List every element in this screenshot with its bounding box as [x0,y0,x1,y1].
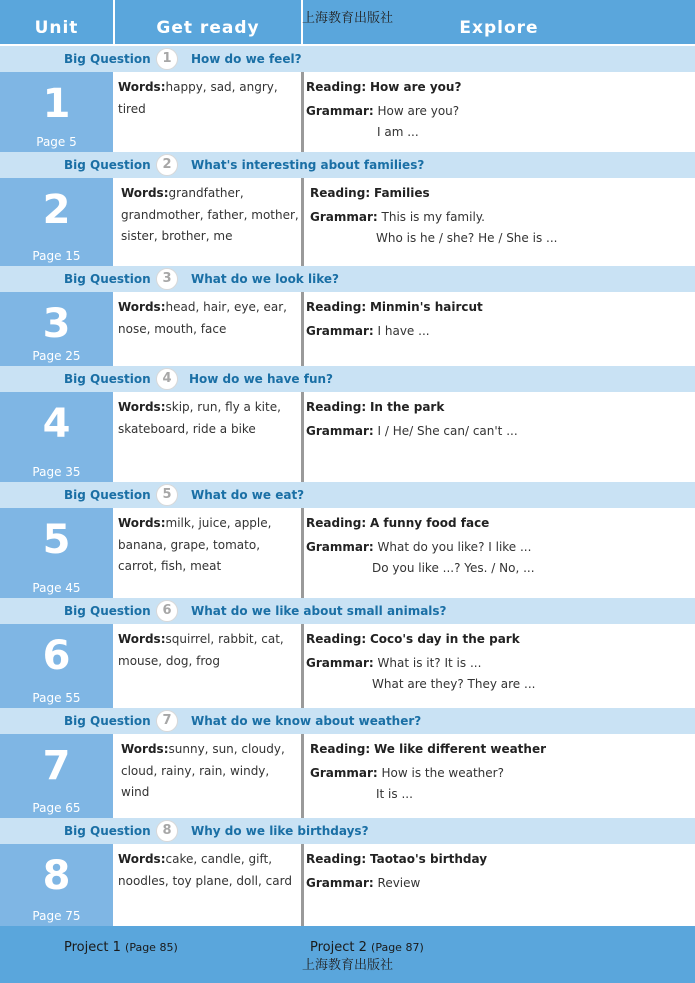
grammar-text: What do you like? I like ... [377,540,532,554]
unit-number-badge: 6 [156,600,178,622]
unit-cell [0,72,113,152]
unit-number: 6 [42,633,71,679]
big-question-band [0,598,695,624]
big-question-band [0,482,695,508]
unit-number: 1 [42,81,71,127]
reading-title: Families [373,186,430,200]
words-list: sunny, sun, cloudy, cloud, rainy, rain, windy, wind [121,742,285,799]
reading-title: We like different weather [373,742,547,756]
reading-title: A funny food face [369,516,490,530]
unit-page-link[interactable]: Page 75 [32,909,81,923]
big-question-label: Big Question [64,488,151,502]
words-label: Words: [118,80,166,94]
reading-line [306,397,518,418]
unit-page-link[interactable]: Page 15 [32,249,81,263]
reading-line [310,739,546,760]
unit-number: 7 [42,743,71,789]
reading-line [306,297,483,318]
words-list: happy, sad, angry, tired [118,80,278,116]
project-2-page: (Page 87) [371,941,424,954]
unit-number-badge: 4 [156,368,178,390]
explore-content [306,629,535,695]
big-question-text: What do we eat? [191,488,305,502]
explore-content [310,739,546,805]
big-question-label: Big Question [64,824,151,838]
explore-content [306,77,461,143]
column-divider [301,508,304,598]
words-label: Words: [118,852,166,866]
explore-content [306,397,518,442]
grammar-text: How are you? [377,104,460,118]
reading-line [306,629,535,650]
grammar-text: I have ... [377,324,430,338]
words-label: Words: [118,516,166,530]
unit-number-badge: 2 [156,154,178,176]
words-label: Words: [121,186,169,200]
unit-number: 2 [42,187,71,233]
big-question-text: What's interesting about families? [191,158,425,172]
unit-number: 4 [42,401,71,447]
explore-content [310,183,557,249]
grammar-line [306,674,535,695]
grammar-text: Who is he / she? He / She is ... [376,231,558,245]
unit-cell [0,844,113,926]
column-divider [301,392,304,482]
grammar-text: Review [377,876,421,890]
unit-cell [0,292,113,366]
words-list: squirrel, rabbit, cat, mouse, dog, frog [118,632,284,668]
get-ready-words [118,849,298,892]
unit-number-badge: 1 [156,48,178,70]
big-question-label: Big Question [64,714,151,728]
grammar-text: This is my family. [381,210,485,224]
unit-cell [0,734,113,818]
unit-number-badge: 5 [156,484,178,506]
big-question-band [0,818,695,844]
unit-number: 3 [42,301,71,347]
reading-line [306,513,535,534]
reading-label: Reading: [306,516,367,530]
big-question-text: What do we like about small animals? [191,604,447,618]
unit-page-link[interactable]: Page 45 [32,581,81,595]
get-ready-words [118,629,298,672]
header-get-ready: Get ready [156,18,260,38]
header-unit: Unit [34,18,79,38]
unit-page-link[interactable]: Page 25 [32,349,81,363]
publisher-watermark-bottom: 上海教育出版社 [301,958,393,973]
grammar-line [306,537,535,558]
big-question-label: Big Question [64,158,151,172]
words-list: grandfather, grandmother, father, mother, sister, brother, me [121,186,299,243]
big-question-label: Big Question [64,604,151,618]
reading-label: Reading: [310,186,371,200]
get-ready-words [118,513,298,578]
grammar-text: It is ... [376,787,413,801]
reading-label: Reading: [306,80,367,94]
words-label: Words: [121,742,169,756]
project-1 [64,940,178,955]
grammar-label: Grammar: [306,656,374,670]
get-ready-words [118,297,298,340]
get-ready-words [121,183,301,248]
grammar-label: Grammar: [306,104,374,118]
header-explore: Explore [459,18,539,38]
column-divider [301,292,304,366]
grammar-text: How is the weather? [381,766,504,780]
reading-line [306,849,487,870]
reading-title: Taotao's birthday [369,852,488,866]
reading-title: Minmin's haircut [369,300,483,314]
big-question-text: Why do we like birthdays? [191,824,369,838]
grammar-label: Grammar: [306,876,374,890]
words-list: head, hair, eye, ear, nose, mouth, face [118,300,287,336]
grammar-label: Grammar: [306,424,374,438]
words-label: Words: [118,300,166,314]
column-divider [301,178,304,266]
get-ready-words [118,77,298,120]
grammar-label: Grammar: [310,210,378,224]
get-ready-words [121,739,301,804]
big-question-text: How do we have fun? [189,372,334,386]
unit-page-link[interactable]: Page 35 [32,465,81,479]
unit-page-link[interactable]: Page 55 [32,691,81,705]
publisher-watermark-top: 上海教育出版社 [301,11,393,26]
words-list: cake, candle, gift, noodles, toy plane, doll, card [118,852,292,888]
words-list: milk, juice, apple, banana, grape, tomato, carrot, fish, meat [118,516,272,573]
unit-page-link[interactable]: Page 5 [36,135,77,149]
grammar-label: Grammar: [306,324,374,338]
reading-line [310,183,557,204]
unit-number-badge: 7 [156,710,178,732]
unit-number-badge: 8 [156,820,178,842]
grammar-line [310,207,557,228]
get-ready-words [118,397,298,440]
grammar-text: What are they? They are ... [372,677,536,691]
grammar-line [310,784,546,805]
grammar-line [306,321,483,342]
reading-label: Reading: [306,852,367,866]
grammar-line [306,653,535,674]
grammar-label: Grammar: [306,540,374,554]
unit-cell [0,624,113,708]
unit-number: 8 [42,853,71,899]
big-question-text: How do we feel? [191,52,302,66]
explore-content [306,513,535,579]
big-question-label: Big Question [64,272,151,286]
grammar-text: What is it? It is ... [377,656,482,670]
big-question-text: What do we know about weather? [191,714,422,728]
big-question-band [0,266,695,292]
project-2-title: Project 2 [310,940,367,955]
big-question-label: Big Question [64,372,151,386]
unit-page-link[interactable]: Page 65 [32,801,81,815]
column-divider [301,844,304,926]
grammar-line [306,421,518,442]
grammar-line [310,763,546,784]
column-divider [301,72,304,152]
big-question-text: What do we look like? [191,272,339,286]
words-label: Words: [118,632,166,646]
grammar-line [310,228,557,249]
explore-content [306,297,483,342]
big-question-label: Big Question [64,52,151,66]
big-question-band [0,366,695,392]
grammar-text: Do you like ...? Yes. / No, ... [372,561,535,575]
grammar-line [306,873,487,894]
words-list: skip, run, fly a kite, skateboard, ride a bike [118,400,281,436]
grammar-line [306,558,535,579]
grammar-line [306,101,461,122]
words-label: Words: [118,400,166,414]
column-divider [301,624,304,708]
unit-number-badge: 3 [156,268,178,290]
explore-content [306,849,487,894]
reading-line [306,77,461,98]
big-question-band [0,708,695,734]
project-1-title: Project 1 [64,940,121,955]
project-2 [310,940,424,955]
grammar-line [306,122,461,143]
reading-title: In the park [369,400,445,414]
reading-label: Reading: [306,400,367,414]
grammar-text: I am ... [377,125,419,139]
reading-label: Reading: [306,632,367,646]
unit-cell [0,178,113,266]
unit-cell [0,508,113,598]
reading-label: Reading: [306,300,367,314]
grammar-label: Grammar: [310,766,378,780]
unit-cell [0,392,113,482]
grammar-text: I / He/ She can/ can't ... [377,424,518,438]
big-question-band [0,152,695,178]
reading-title: Coco's day in the park [369,632,520,646]
unit-number: 5 [42,517,71,563]
reading-label: Reading: [310,742,371,756]
project-1-page: (Page 85) [125,941,178,954]
column-divider [301,734,304,818]
reading-title: How are you? [369,80,462,94]
big-question-band [0,46,695,72]
